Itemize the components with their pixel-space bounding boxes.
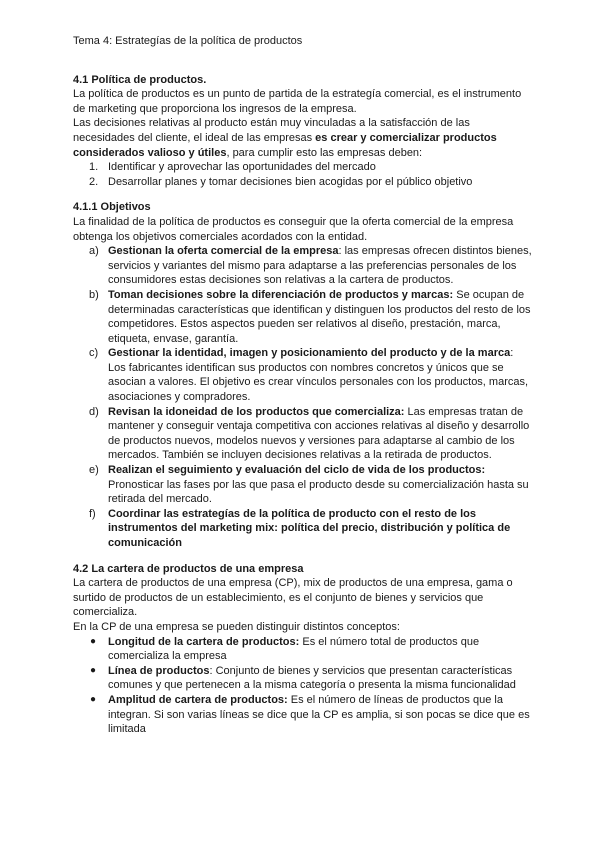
list-item [73,693,533,737]
list-marker: 1. [89,161,99,174]
list-item [73,346,533,404]
bullet-icon: ● [90,693,97,705]
list-text: : las empresas ofrecen distintos bienes, servicios y variantes del mismo para adaptarse a las preferencias personales de los consumidores estas decisiones son relativas a la cartera de productos. [108,245,532,287]
list-marker: a) [89,245,99,258]
lettered-list [73,244,533,550]
section-title-4-2: 4.2 La cartera de productos de una empresa [73,562,304,575]
list-marker: 2. [89,175,99,188]
list-item [73,635,533,664]
page-header: Tema 4: Estrategías de la política de productos [73,35,303,47]
list-item [73,288,533,346]
bullet-icon: ● [90,664,97,676]
list-text: Las empresas tratan de mantener y conseguir ventaja competitiva con acciones relativas al diseño y desarrollo de productos nuevos, modelos nuevos y versiones para adaptarse al cambio de los mercados. También se incluyen decisiones relativas a la retirada de productos. [108,405,530,462]
section-title-4-1-1: 4.1.1 Objetivos [73,201,151,214]
bold-text: es crear y comercializar productos considerados valioso y útiles [73,131,497,159]
bold-text: Longitud de la cartera de productos: [108,635,300,648]
list-item [73,507,533,551]
bold-text: Amplitud de cartera de productos: [108,693,288,706]
document-page [73,34,533,737]
list-marker: d) [89,405,99,418]
list-text: Es el número de líneas de productos que la integran. Si son varias líneas se dice que la CP es amplia, si son pocas se dice que es limitada [108,693,530,736]
list-text: : Conjunto de bienes y servicios que presentan características comunes y que pertenecen a la misma categoría o presenta la misma funcionalidad [108,664,516,692]
bold-text: Gestionar la identidad, imagen y posicionamiento del producto y de la marca [108,347,511,360]
bold-text: Realizan el seguimiento y evaluación del ciclo de vida de los productos: [108,464,486,477]
list-item [73,405,533,463]
bold-text: Toman decisiones sobre la diferenciación de productos y marcas: [108,288,454,301]
paragraph [73,116,533,160]
numbered-list [73,160,533,189]
list-item [73,175,533,190]
paragraph: La cartera de productos de una empresa (CP), mix de productos de una empresa, gama o surtido de productos de un establecimiento, es el conjunto de bienes y servicios que comercializa. [73,577,513,619]
list-text: : Los fabricantes identifican sus productos con nombres concretos y únicos que se asocian a valores. El objetivo es crear vínculos personales con los productos, marcas, asociaciones y compradores. [108,347,529,404]
bullet-icon: ● [90,635,97,647]
bullet-list [73,635,533,737]
list-marker: b) [89,288,99,301]
list-text: Se ocupan de determinadas características que identifican y distinguen los productos del resto de los competidores. Estos aspectos pueden ser relativos al diseño, prestación, marca, etiqueta, envase, garantía. [108,288,531,345]
list-item [73,160,533,175]
section-title-4-1: 4.1 Política de productos. [73,73,207,86]
text-run: Las decisiones relativas al producto están muy vinculadas a la satisfacción de las necesidades del cliente, el ideal de las empresas [73,117,470,144]
bold-text: Gestionan la oferta comercial de la empresa [108,245,339,258]
list-item [73,463,533,507]
text-run: , para cumplir esto las empresas deben: [226,146,423,159]
list-item [73,664,533,693]
bold-text: Coordinar las estrategías de la política de producto con el resto de los instrumentos del marketing mix: política del precio, distribución y política de comunicación [108,507,511,549]
list-text: Identificar y aprovechar las oportunidades del mercado [108,161,376,174]
list-text: Desarrollar planes y tomar decisiones bien acogidas por el público objetivo [108,175,473,188]
list-marker: e) [89,464,99,477]
bold-text: Línea de productos [108,664,210,677]
list-marker: c) [89,347,99,360]
paragraph: En la CP de una empresa se pueden distinguir distintos conceptos: [73,620,400,633]
list-marker: f) [89,507,96,520]
list-item [73,244,533,288]
list-text: Es el número total de productos que comercializa la empresa [108,635,480,663]
paragraph: La política de productos es un punto de partida de la estrategía comercial, es el instrumento de marketing que proporciona los ingresos de la empresa. [73,88,522,115]
list-text: Pronosticar las fases por las que pasa el producto desde su comercialización hasta su retirada del mercado. [108,478,529,506]
bold-text: Revisan la idoneidad de los productos que comercializa: [108,405,405,418]
paragraph: La finalidad de la política de productos es conseguir que la oferta comercial de la empresa obtenga los objetivos comerciales acordados con la entidad. [73,215,514,243]
